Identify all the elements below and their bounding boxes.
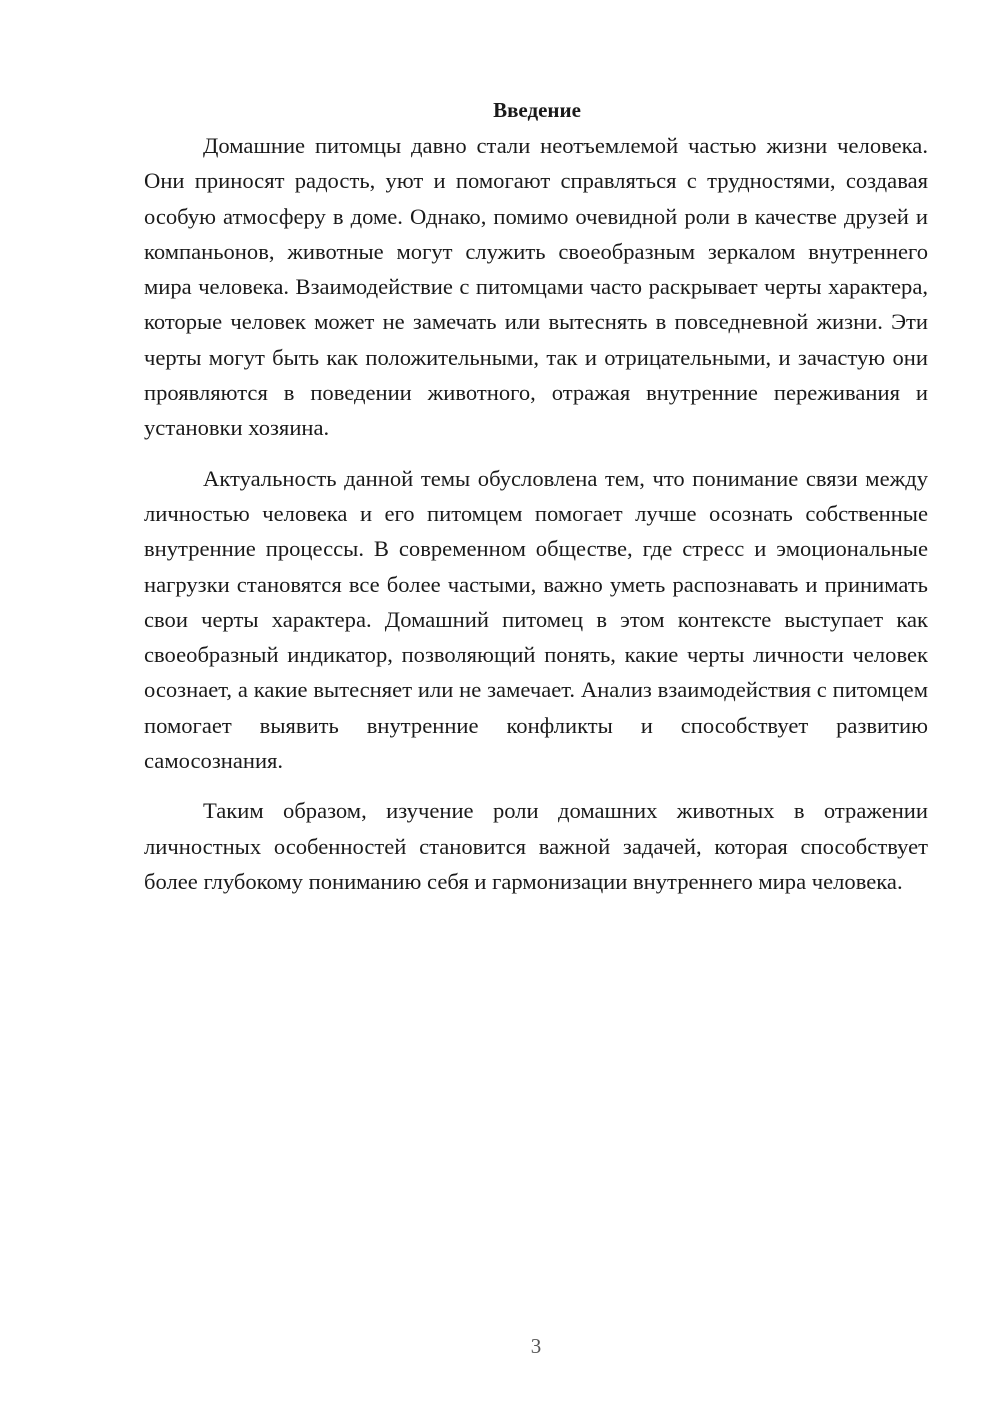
paragraph-conclusion: Таким образом, изучение роли домашних животных в отражении личностных особенностей становится важной задачей, которая способствует более глубокому пониманию себя и гармонизации внутреннего мира человека. bbox=[144, 798, 928, 894]
section-heading: Введение bbox=[493, 98, 581, 122]
paragraph-relevance: Актуальность данной темы обусловлена тем, что понимание связи между личностью человека и его питомцем помогает лучше осознать собственные внутренние процессы. В современном обществе, где стресс и эмоциональные нагрузки становятся все более частыми, важно уметь распознавать и принимать свои черты характера. Домашний питомец в этом контексте выступает как своеобразный индикатор, позволяющий понять, какие черты личности человек осознает, а какие вытесняет или не замечает. Анализ взаимодействия с питомцем помогает выявить внутренние конфликты и способствует развитию самосознания. bbox=[144, 465, 928, 774]
page-number: 3 bbox=[530, 1334, 542, 1358]
paragraph-intro: Домашние питомцы давно стали неотъемлемой частью жизни человека. Они приносят радость, уют и помогают справляться с трудностями, создавая особую атмосферу в доме. Однако, помимо очевидной роли в качестве друзей и компаньонов, животные могут служить своеобразным зеркалом внутреннего мира человека. Взаимодействие с питомцами часто раскрывает черты характера, которые человек может не замечать или вытеснять в повседневной жизни. Эти черты могут быть как положительными, так и отрицательными, и зачастую они проявляются в поведении животного, отражая внутренние переживания и установки хозяина. bbox=[144, 133, 928, 441]
page-content bbox=[144, 96, 928, 914]
